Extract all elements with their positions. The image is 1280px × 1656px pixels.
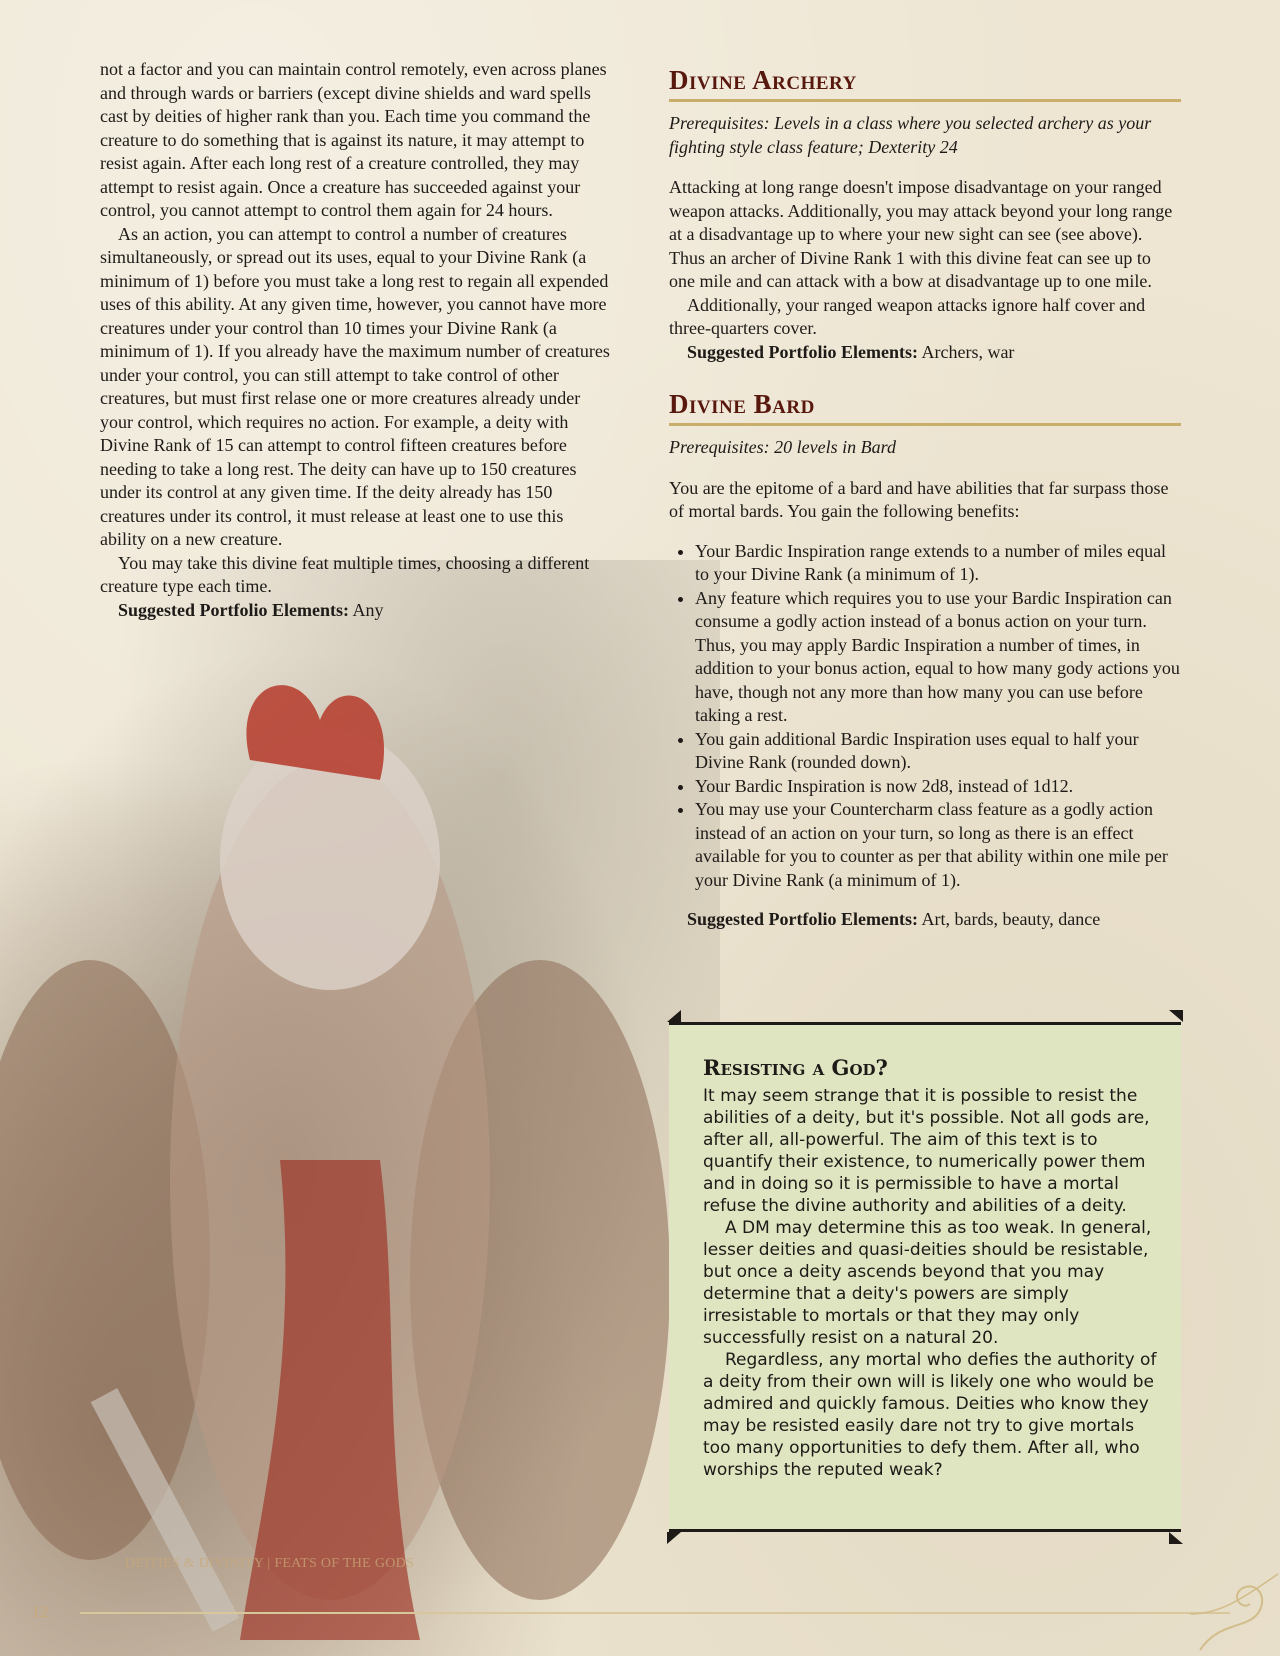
footer-title: DEITIES & DIVINITY | FEATS OF THE GODS — [125, 1556, 415, 1571]
list-item: • You gain additional Bardic Inspiration uses equal to half your Divine Rank (rounded down). — [695, 728, 1181, 775]
right-column — [669, 64, 1181, 932]
benefits-list — [669, 540, 1181, 893]
corner-ornament — [1169, 1010, 1183, 1022]
sidebar-content — [703, 1055, 1163, 1481]
list-item: • Your Bardic Inspiration is now 2d8, instead of 1d12. — [695, 775, 1181, 799]
corner-ornament — [667, 1010, 681, 1022]
suggested-label: Suggested Portfolio Elements: — [687, 341, 918, 362]
sidebar-note — [669, 1022, 1181, 1532]
body-paragraph: not a factor and you can maintain control remotely, even across planes and through wards or barriers (except divine shields and ward spells cast by deities of higher rank than you. Each time you command the creature to do something that is against its nature, it may attempt to resist again. After each long rest of a creature controlled, they may attempt to resist again. Once a creature has succeeded against your control, you cannot attempt to control them again for 24 hours. — [100, 59, 607, 220]
sidebar-paragraph: A DM may determine this as too weak. In general, lesser deities and quasi-deities should be resistable, but once a deity ascends beyond that you may determine that a deity's powers are simply irresistable to mortals or that they may only successfully resist on a natural 20. — [703, 1218, 1152, 1348]
warrior-illustration — [0, 560, 720, 1656]
suggested-portfolio — [100, 599, 612, 623]
list-item: • You may use your Countercharm class feature as a godly action instead of an action on your turn, so long as there is an effect available for you to counter as per that ability within one mile per your Divine Rank (a minimum of 1). — [695, 798, 1181, 892]
section-title-divine-archery: Divine Archery — [669, 64, 1181, 102]
footer-rule — [80, 1612, 1230, 1614]
sidebar-title: Resisting a God? — [703, 1055, 888, 1080]
corner-ornament — [667, 1532, 681, 1544]
suggested-label: Suggested Portfolio Elements: — [118, 599, 349, 620]
corner-ornament — [1169, 1532, 1183, 1544]
page-number: 12 — [32, 1604, 48, 1621]
suggested-value: Art, bards, beauty, dance — [917, 909, 1101, 929]
prerequisites: Prerequisites: Levels in a class where you selected archery as your fighting style class feature; Dexterity 24 — [669, 113, 1152, 157]
suggested-value: Archers, war — [917, 341, 1015, 362]
footer-swirl-ornament — [1190, 1570, 1280, 1656]
body-paragraph: You are the epitome of a bard and have abilities that far surpass those of mortal bards. You gain the following benefits: — [669, 477, 1169, 521]
list-item: • Any feature which requires you to use your Bardic Inspiration can consume a godly action instead of a bonus action on your turn. Thus, you may apply Bardic Inspiration a number of times, in addition to your bonus action, equal to how many gody actions you have, though not any more than how many you can use before taking a rest. — [695, 587, 1181, 728]
body-paragraph: You may take this divine feat multiple times, choosing a different creature type each time. — [100, 552, 590, 596]
body-paragraph: As an action, you can attempt to control a number of creatures simultaneously, or spread out its uses, equal to your Divine Rank (a minimum of 1) before you must take a long rest to regain all expended uses of this ability. At any given time, however, you cannot have more creatures under your control than 10 times your Divine Rank (a minimum of 1). If you already have the maximum number of creatures under your control, you can still attempt to take control of other creatures, but must first relase one or more creatures already under your control, which requires no action. For example, a deity with Divine Rank of 15 can attempt to control fifteen creatures before needing to take a long rest. The deity can have up to 150 creatures under its control at any given time. If the deity already has 150 creatures under its control, it must release at least one to use this ability on a new creature. — [100, 223, 610, 549]
section-title-divine-bard: Divine Bard — [669, 388, 1181, 426]
body-paragraph: Attacking at long range doesn't impose disadvantage on your ranged weapon attacks. Additionally, you may attack beyond your long range at a disadvantage up to where your new sight can see (see above). Thus an archer of Divine Rank 1 with this divine feat can see up to one mile and can attack with a bow at disadvantage up to one mile. — [669, 177, 1173, 291]
sidebar-paragraph: Regardless, any mortal who defies the authority of a deity from their own will is likely one who would be admired and quickly famous. Deities who know they may be resisted easily dare not try to give mortals too many opportunities to defy them. After all, who worships the reputed weak? — [703, 1350, 1157, 1480]
body-paragraph: Additionally, your ranged weapon attacks ignore half cover and three-quarters cover. — [669, 294, 1146, 338]
sidebar-paragraph: It may seem strange that it is possible to resist the abilities of a deity, but it's possible. Not all gods are, after all, all-powerful. The aim of this text is to quantify their existence, to numerically power them and in doing so it is permissible to have a mortal refuse the divine authority and abilities of a deity. — [703, 1086, 1150, 1216]
suggested-portfolio — [669, 341, 1181, 365]
list-item: • Your Bardic Inspiration range extends to a number of miles equal to your Divine Rank (a minimum of 1). — [695, 540, 1181, 587]
suggested-portfolio — [669, 908, 1181, 932]
prerequisites: Prerequisites: 20 levels in Bard — [669, 437, 896, 457]
left-column — [100, 58, 612, 622]
suggested-value: Any — [348, 599, 384, 620]
suggested-label: Suggested Portfolio Elements: — [687, 909, 918, 929]
